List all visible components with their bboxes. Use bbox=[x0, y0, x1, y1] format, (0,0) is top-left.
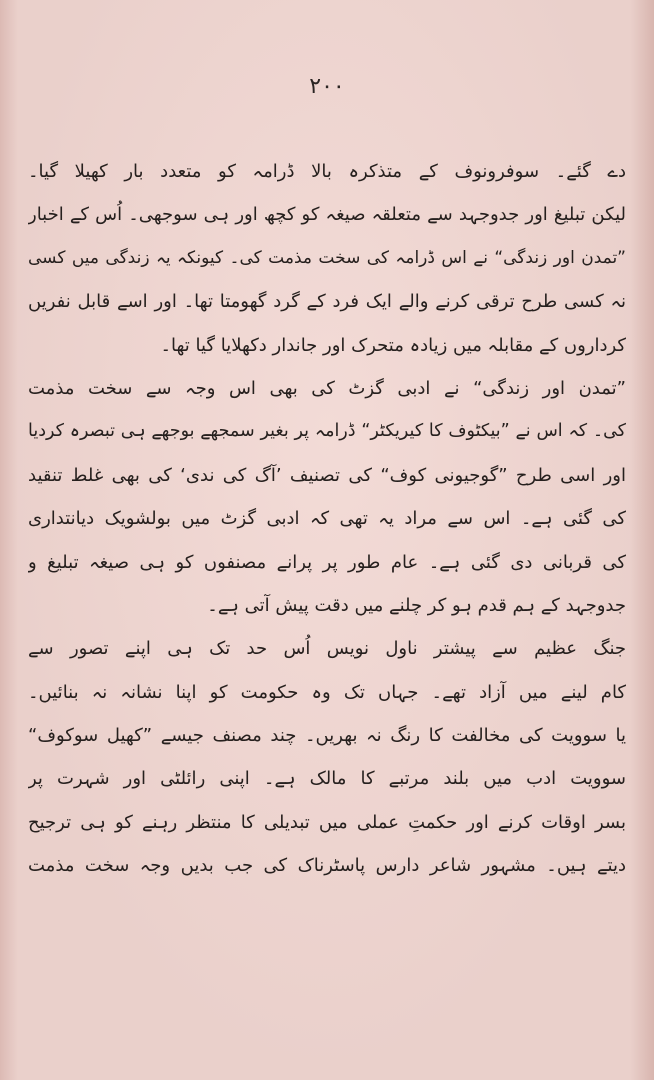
text-line: جدوجہد کے ہم قدم ہو کر چلنے میں دقت پیش آتی ہے۔ bbox=[207, 594, 626, 616]
text-line: ”تمدن اور زندگی“ نے ادبی گزٹ کی بھی اس وجہ سے سخت مذمت bbox=[28, 377, 626, 399]
body-text bbox=[28, 150, 626, 888]
page-number: ۲۰۰ bbox=[309, 74, 345, 99]
text-line: کی گئی ہے۔ اس سے مراد یہ تھی کہ ادبی گزٹ میں بولشویک دیانتداری bbox=[28, 508, 626, 530]
text-line: کی۔ کہ اس نے ”بیکٹوف کا کیریکٹر“ ڈرامہ پر بغیر سمجھے بوجھے ہی تبصرہ کردیا bbox=[28, 421, 626, 442]
text-line: کی قربانی دی گئی ہے۔ عام طور پر پرانے مصنفوں کو ہی صیغہ تبلیغ و bbox=[28, 551, 626, 573]
text-line: ”تمدن اور زندگی“ نے اس ڈرامہ کی سخت مذمت کی۔ کیونکہ یہ زندگی میں کسی bbox=[28, 247, 626, 268]
text-line: لیکن تبلیغ اور جدوجہد سے متعلقہ صیغہ کو کچھ اور ہی سوجھی۔ اُس کے اخبار bbox=[28, 204, 626, 226]
text-line: بسر اوقات کرنے اور حکمتِ عملی میں تبدیلی کا منتظر رہنے کو ہی ترجیح bbox=[28, 811, 626, 833]
text-line: دے گئے۔ سوفرونوف کے متذکرہ بالا ڈرامہ کو متعدد بار کھیلا گیا۔ bbox=[28, 161, 626, 182]
text-line: کام لینے میں آزاد تھے۔ جہاں تک وہ حکومت کو اپنا نشانہ نہ بنائیں۔ bbox=[28, 681, 626, 703]
text-line: نہ کسی طرح ترقی کرنے والے ایک فرد کے گرد گھومتا تھا۔ اور اسے قابل نفریں bbox=[28, 291, 626, 313]
text-line: جنگ عظیم سے پیشتر ناول نویس اُس حد تک ہی اپنے تصور سے bbox=[28, 638, 626, 660]
text-line: سوویت ادب میں بلند مرتبے کا مالک ہے۔ اپنی رائلٹی اور شہرت پر bbox=[28, 768, 626, 790]
text-line: کرداروں کے مقابلہ میں زیادہ متحرک اور جاندار دکھلایا گیا تھا۔ bbox=[160, 334, 626, 356]
text-line: یا سوویت کی مخالفت کا رنگ نہ بھریں۔ چند مصنف جیسے ”کھیل سوکوف“ bbox=[28, 725, 626, 747]
text-line: اور اسی طرح ”گوجیونی کوف“ کی تصنیف ’آگ کی ندی‘ کی بھی غلط تنقید bbox=[28, 464, 626, 486]
text-line: دیتے ہیں۔ مشہور شاعر دارس پاسٹرناک کی جب بدیں وجہ سخت مذمت bbox=[28, 855, 626, 877]
